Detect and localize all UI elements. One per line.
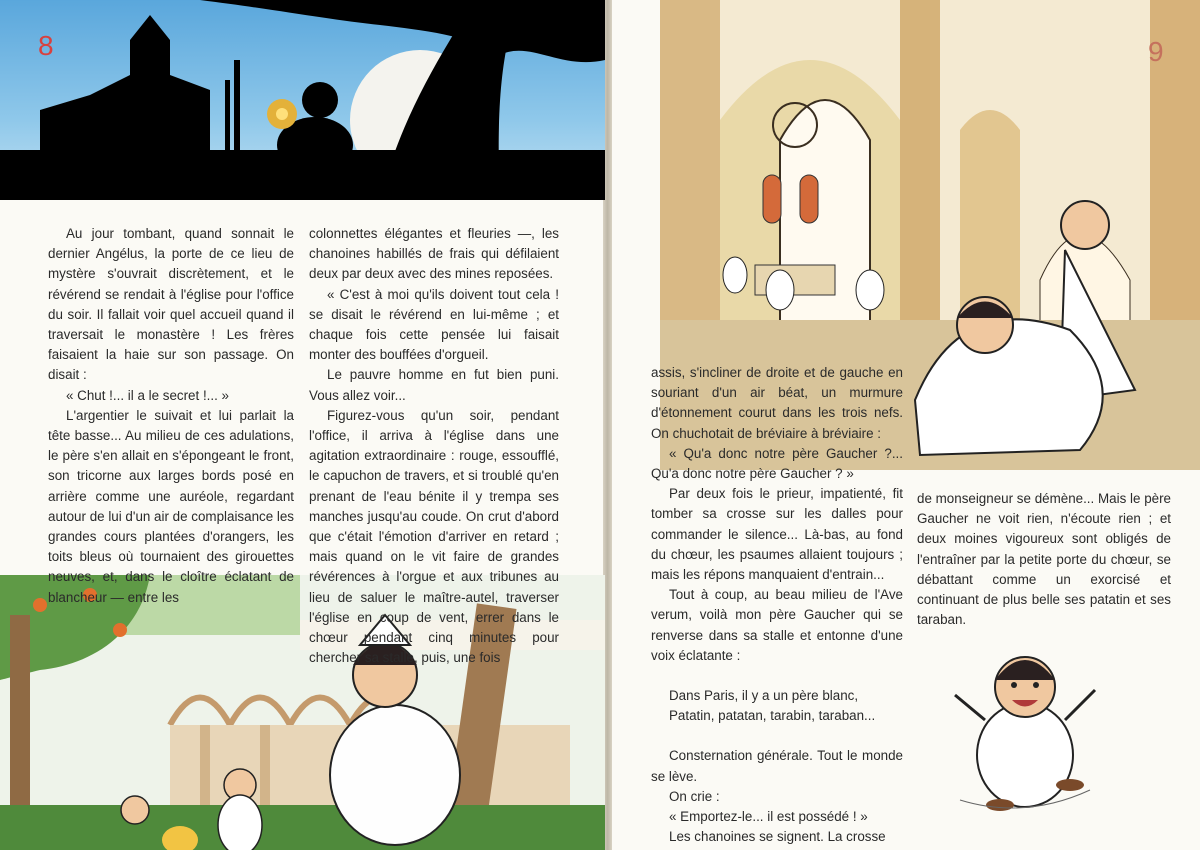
text-column-2	[309, 224, 559, 668]
verse-line: Dans Paris, il y a un père blanc,	[669, 688, 859, 704]
paragraph: L'argentier le suivait et lui parlait la tête basse... Au milieu de ces adulations, le père s'en allait en s'épongeant le front, son tricorne aux larges bords posé en arrière comme une auréole, regardant autour de lui d'un air de complaisance les grandes cours plantées d'orangers, les toits bleus où tournaient des girouettes neuves, et, dans le cloître éclatant de blancheur — entre les	[48, 407, 294, 605]
page-number-left: 8	[38, 30, 54, 61]
paragraph: de monseigneur se démène... Mais le père Gaucher ne voit rien, n'écoute rien ; et deux moines vigoureux sont obligés de l'entraîner par la petite porte du chœur, se débattant comme un exorcisé et continuant de plus belle ses patatin et ses taraban.	[917, 491, 1171, 628]
paragraph: « Chut !... il a le secret !... »	[66, 387, 229, 403]
night-silhouette-illustration	[0, 0, 605, 200]
paragraph: Tout à coup, au beau milieu de l'Ave verum, voilà mon père Gaucher qui se renverse dans sa stalle et entonne d'une voix éclatante :	[651, 587, 903, 663]
monk-figure	[330, 705, 460, 845]
dancing-monk-illustration	[940, 625, 1110, 815]
paragraph: colonnettes élégantes et fleuries —, les chanoines habillés de frais qui défilaient deux par deux avec des mines reposées.	[309, 226, 559, 282]
monk-silhouette	[302, 82, 338, 118]
page-number-right: 9	[1148, 36, 1164, 67]
paragraph: On crie :	[669, 788, 720, 804]
paragraph: Consternation générale. Tout le monde se lève.	[651, 748, 903, 784]
song-verse	[651, 686, 903, 726]
text-column-4	[917, 489, 1171, 630]
paragraph: Figurez-vous qu'un soir, pendant l'office, il arriva à l'église dans une agitation extraordinaire : rouge, essoufflé, le capuchon de travers, et si troublé qu'en prenant de l'eau bénite il y trempa ses manches jusqu'au coude. On crut d'abord que c'était l'émotion d'arriver en retard ; mais quand on le vit faire de grandes révérences à l'orgue et aux tribunes au lieu de saluer le maître-autel, traverser l'église en coup de vent, errer dans le chœur pendant cinq minutes pour chercher sa stalle, puis, une fois	[309, 407, 559, 666]
paragraph: « Qu'a donc notre père Gaucher ?... Qu'a donc notre père Gaucher ? »	[651, 445, 903, 482]
paragraph: « Emportez-le... il est possédé ! »	[669, 809, 868, 825]
paragraph: Le pauvre homme en fut bien puni. Vous allez voir...	[309, 367, 559, 403]
text-column-3	[651, 363, 903, 847]
verse-line: Patatin, patatan, tarabin, taraban...	[669, 708, 876, 724]
paragraph: Les chanoines se signent. La crosse	[669, 829, 886, 845]
stained-glass-window	[763, 175, 781, 223]
paragraph: assis, s'incliner de droite et de gauche en souriant d'un air béat, un murmure d'étonnement courut dans les trois nefs. On chuchotait de bréviaire à bréviaire :	[651, 365, 903, 441]
paragraph: « C'est à moi qu'ils doivent tout cela ! se disait le révérend en lui-même ; et chaque fois cette pensée lui faisait monter des bouffées d'orgueil.	[309, 286, 559, 363]
paragraph: Au jour tombant, quand sonnait le dernier Angélus, la porte de ce lieu de mystère s'ouvrait discrètement, et le révérend se rendait à l'église pour l'office du soir. Il fallait voir quel accueil quand il traversait le monastère ! Les frères faisaient la haie sur son passage. On disait :	[48, 226, 294, 383]
stained-glass-window	[800, 175, 818, 223]
text-column-1	[48, 224, 294, 608]
paragraph: Par deux fois le prieur, impatienté, fit tomber sa crosse sur les dalles pour commander le silence... Là-bas, au fond du chœur, les psaumes allaient toujours ; mais les répons manquaient d'entrain...	[651, 486, 903, 583]
